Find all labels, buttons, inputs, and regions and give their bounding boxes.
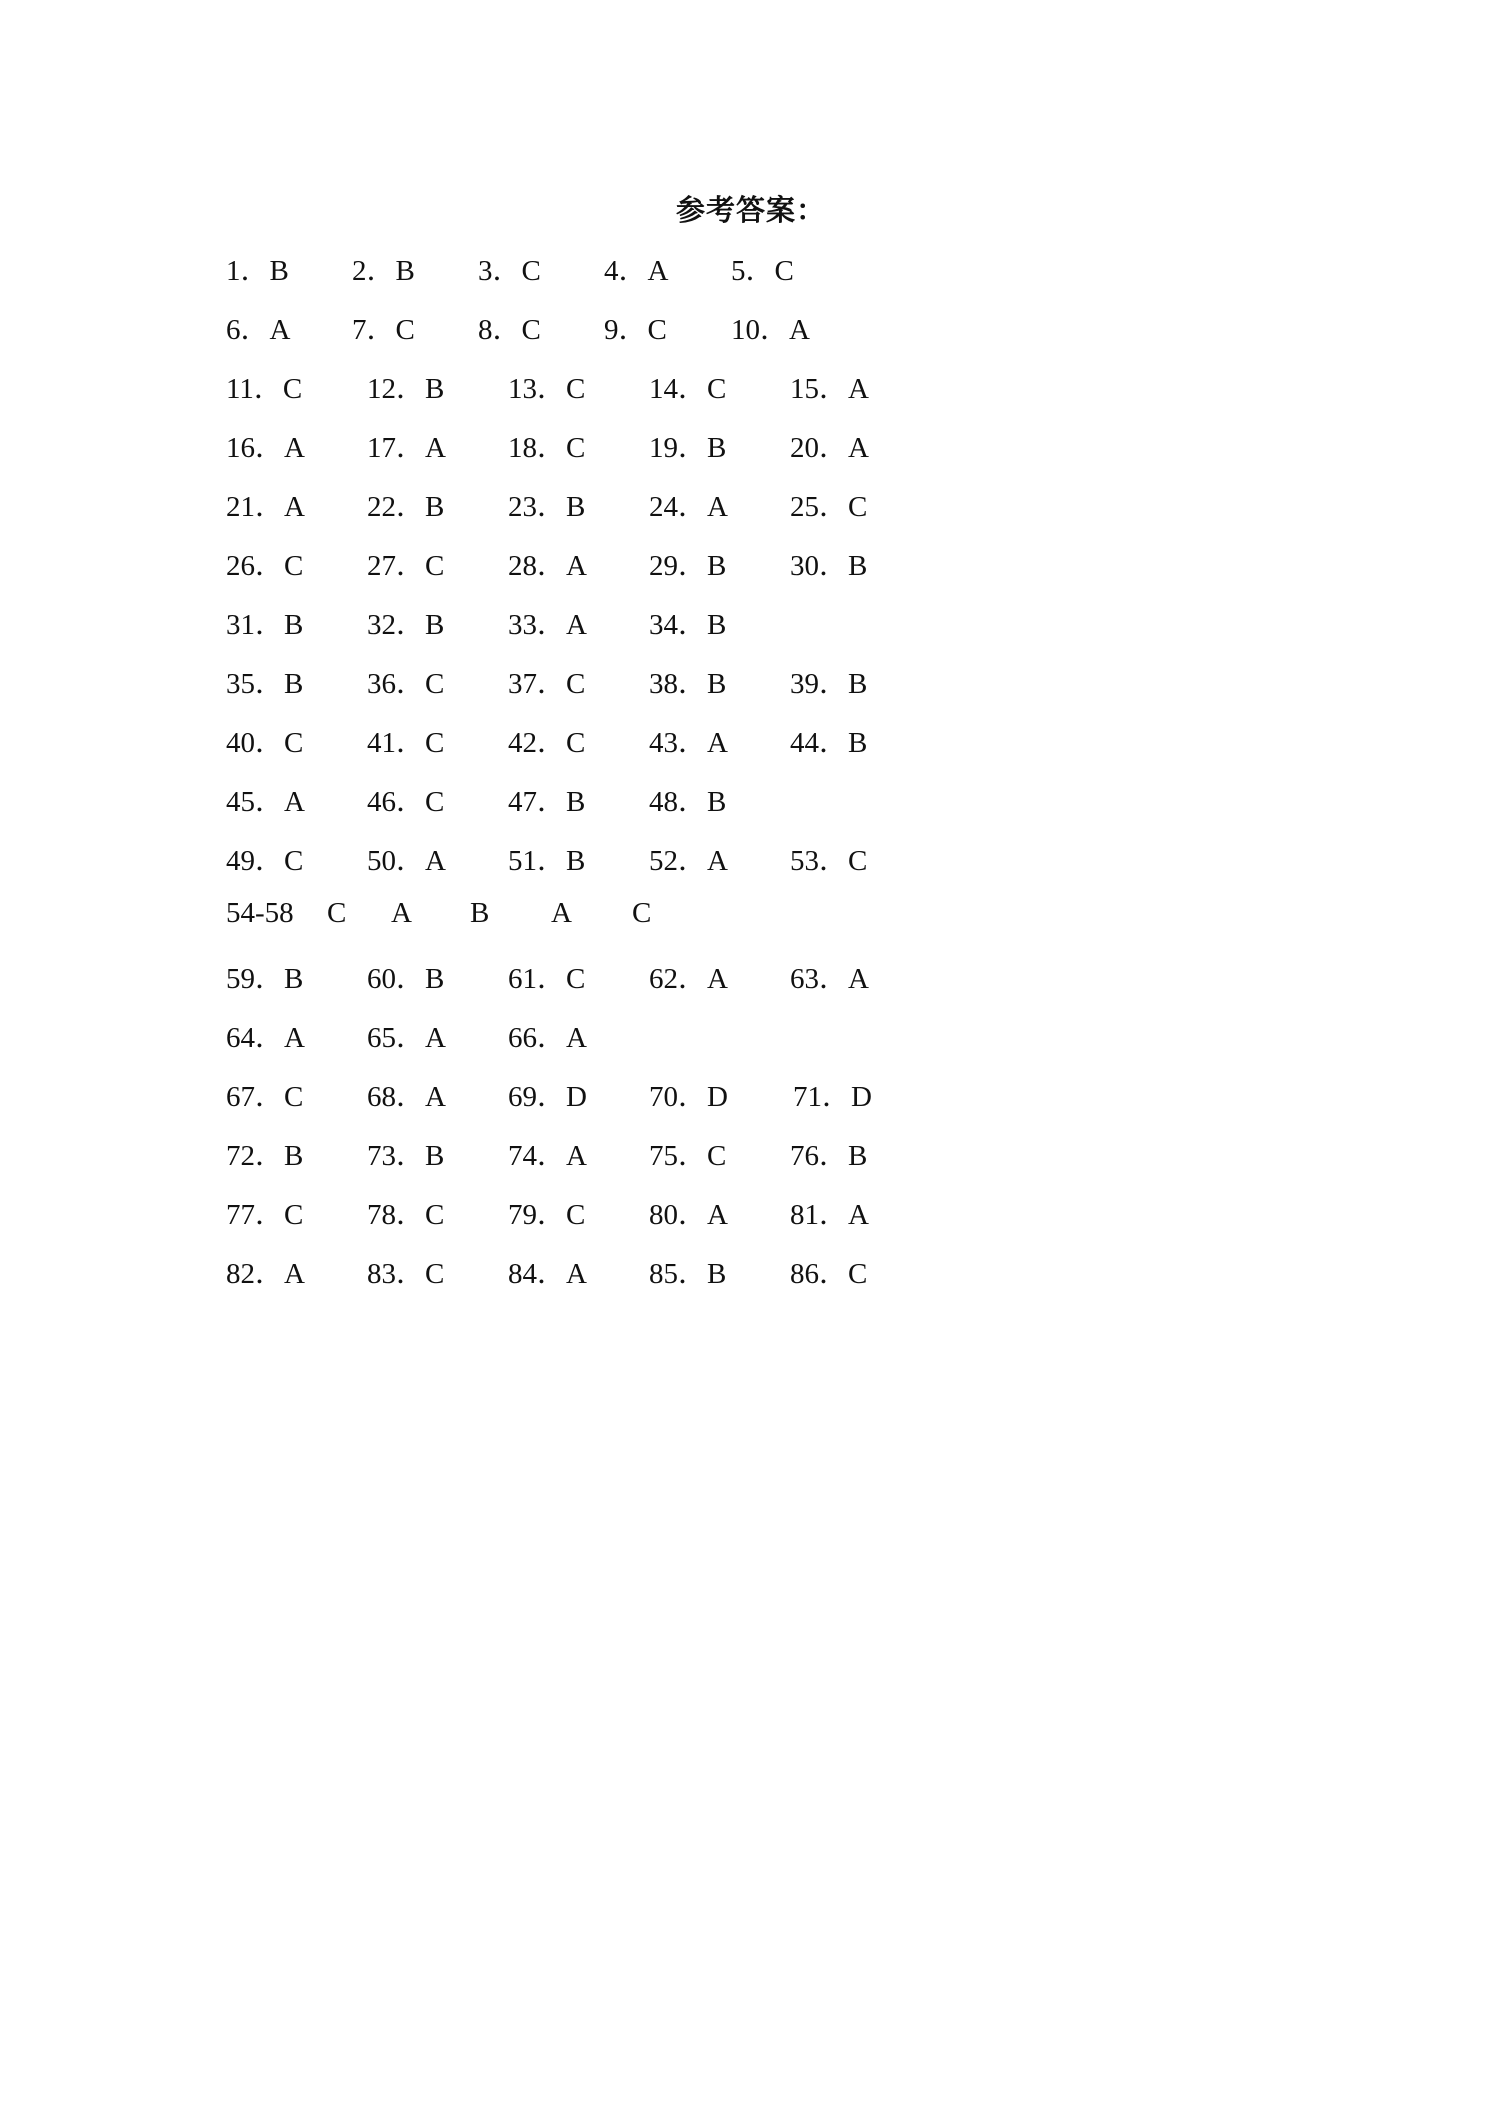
answer-item: 37．C — [508, 668, 586, 700]
answer-item: 44．B — [790, 727, 868, 759]
answer-item: 82．A — [226, 1258, 305, 1290]
answer-item: 7．C — [352, 314, 415, 346]
answer-item: 41．C — [367, 727, 445, 759]
answer-item: 31．B — [226, 609, 304, 641]
answer-item: 22．B — [367, 491, 445, 523]
answer-item: 47．B — [508, 786, 586, 818]
answer-item: 25．C — [790, 491, 868, 523]
answer-group-label: 54-58 — [226, 897, 294, 929]
answer-item: 10．A — [731, 314, 810, 346]
answer-item: 73．B — [367, 1140, 445, 1172]
answer-item: 49．C — [226, 845, 304, 877]
answer-item: 14．C — [649, 373, 727, 405]
answer-row — [226, 248, 986, 307]
answer-option: B — [470, 897, 490, 929]
answer-row — [226, 1133, 986, 1192]
answer-row — [226, 956, 986, 1015]
answer-item: 6．A — [226, 314, 291, 346]
answer-item: 61．C — [508, 963, 586, 995]
answer-item: 85．B — [649, 1258, 727, 1290]
answer-item: 36．C — [367, 668, 445, 700]
answer-item: 11．C — [226, 373, 303, 405]
answer-item: 8．C — [478, 314, 541, 346]
answer-item: 26．C — [226, 550, 304, 582]
answer-item: 33．A — [508, 609, 587, 641]
answer-row — [226, 720, 986, 779]
answer-item: 20．A — [790, 432, 869, 464]
answer-item: 86．C — [790, 1258, 868, 1290]
answer-item: 38．B — [649, 668, 727, 700]
answer-row — [226, 543, 986, 602]
answer-item: 46．C — [367, 786, 445, 818]
answer-row — [226, 366, 986, 425]
page-title: 参考答案： — [676, 193, 827, 227]
answer-item: 24．A — [649, 491, 728, 523]
answer-item: 43．A — [649, 727, 728, 759]
answer-item: 42．C — [508, 727, 586, 759]
answer-item: 39．B — [790, 668, 868, 700]
answer-item: 30．B — [790, 550, 868, 582]
answer-item: 69．D — [508, 1081, 587, 1113]
answer-item: 59．B — [226, 963, 304, 995]
answer-option: A — [391, 897, 412, 929]
answer-row — [226, 1015, 986, 1074]
answer-item: 4．A — [604, 255, 669, 287]
answer-item: 45．A — [226, 786, 305, 818]
answer-item: 29．B — [649, 550, 727, 582]
answer-row-group — [226, 897, 986, 956]
answer-item: 1．B — [226, 255, 289, 287]
answer-item: 13．C — [508, 373, 586, 405]
answer-item: 19．B — [649, 432, 727, 464]
answer-item: 78．C — [367, 1199, 445, 1231]
answer-item: 76．B — [790, 1140, 868, 1172]
answer-item: 15．A — [790, 373, 869, 405]
answer-item: 63．A — [790, 963, 869, 995]
answer-row — [226, 425, 986, 484]
answer-item: 52．A — [649, 845, 728, 877]
answer-row — [226, 838, 986, 897]
answer-option: C — [632, 897, 652, 929]
answer-item: 67．C — [226, 1081, 304, 1113]
answer-row — [226, 661, 986, 720]
answer-item: 62．A — [649, 963, 728, 995]
answer-item: 2．B — [352, 255, 415, 287]
answer-item: 50．A — [367, 845, 446, 877]
answer-item: 83．C — [367, 1258, 445, 1290]
answer-item: 60．B — [367, 963, 445, 995]
answer-item: 3．C — [478, 255, 541, 287]
answer-item: 40．C — [226, 727, 304, 759]
answer-item: 71．D — [793, 1081, 872, 1113]
answer-item: 12．B — [367, 373, 445, 405]
answer-item: 35．B — [226, 668, 304, 700]
answer-item: 72．B — [226, 1140, 304, 1172]
answer-item: 81．A — [790, 1199, 869, 1231]
answer-item: 53．C — [790, 845, 868, 877]
answer-item: 48．B — [649, 786, 727, 818]
answer-row — [226, 484, 986, 543]
answer-option: A — [551, 897, 572, 929]
answer-row — [226, 1192, 986, 1251]
answer-item: 64．A — [226, 1022, 305, 1054]
answer-item: 77．C — [226, 1199, 304, 1231]
answer-item: 5．C — [731, 255, 794, 287]
answer-item: 17．A — [367, 432, 446, 464]
answer-item: 28．A — [508, 550, 587, 582]
answer-row — [226, 779, 986, 838]
answer-item: 75．C — [649, 1140, 727, 1172]
answer-item: 23．B — [508, 491, 586, 523]
answer-item: 21．A — [226, 491, 305, 523]
answer-row — [226, 307, 986, 366]
answer-item: 65．A — [367, 1022, 446, 1054]
answer-item: 32．B — [367, 609, 445, 641]
answer-item: 27．C — [367, 550, 445, 582]
answer-row — [226, 602, 986, 661]
answer-item: 66．A — [508, 1022, 587, 1054]
answer-list — [226, 248, 986, 1310]
answer-item: 9．C — [604, 314, 667, 346]
answer-row — [226, 1074, 986, 1133]
answer-item: 34．B — [649, 609, 727, 641]
answer-item: 74．A — [508, 1140, 587, 1172]
answer-item: 80．A — [649, 1199, 728, 1231]
answer-item: 84．A — [508, 1258, 587, 1290]
answer-row — [226, 1251, 986, 1310]
answer-item: 51．B — [508, 845, 586, 877]
answer-item: 70．D — [649, 1081, 728, 1113]
answer-item: 18．C — [508, 432, 586, 464]
answer-item: 79．C — [508, 1199, 586, 1231]
answer-item: 68．A — [367, 1081, 446, 1113]
answer-option: C — [327, 897, 347, 929]
answer-item: 16．A — [226, 432, 305, 464]
